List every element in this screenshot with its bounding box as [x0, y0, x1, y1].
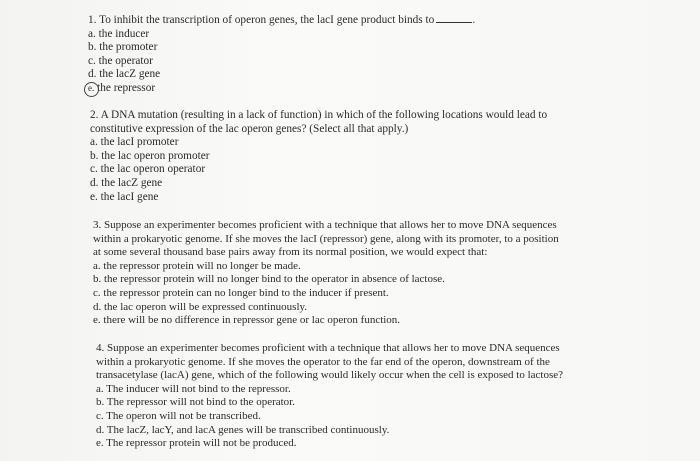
question-3-option-b: b. the repressor protein will no longer bind to the operator in absence of lactose. — [93, 273, 445, 286]
question-4-stem-line-2: within a prokaryotic genome. If she moves the operator to the far end of the operon, downstream of the — [96, 355, 550, 368]
question-4-option-e: e. The repressor protein will not be produced. — [96, 437, 297, 450]
question-4-option-b: b. The repressor will not bind to the operator. — [96, 396, 295, 409]
question-3-stem-line-1: 3. Suppose an experimenter becomes proficient with a technique that allows her to move DNA sequences — [93, 219, 557, 231]
question-2 — [90, 109, 547, 204]
answer-blank — [436, 13, 472, 23]
question-3-option-d: d. the lac operon will be expressed continuously. — [93, 300, 308, 313]
question-4-stem-line-1: 4. Suppose an experimenter becomes proficient with a technique that allows her to move DNA sequences — [96, 342, 560, 354]
question-1-option-b: b. the promoter — [88, 41, 158, 54]
question-3 — [93, 219, 559, 328]
question-1: 1. To inhibit the transcription of operon genes, the lacI gene product binds to . a. the inducer b. the promoter c. the operator d. the lacZ gene e. the repressor — [88, 14, 476, 94]
question-1-option-d: d. the lacZ gene — [88, 68, 161, 81]
question-4-option-d: d. The lacZ, lacY, and lacA genes will be transcribed continuously. — [96, 423, 390, 436]
question-2-option-a: a. the lacI promoter — [90, 136, 179, 149]
question-1-option-e-text: the repressor — [97, 81, 156, 94]
question-3-stem-line-2: within a prokaryotic genome. If she moves the lacI (repressor) gene, along with its promoter, to a position — [93, 232, 559, 245]
question-2-stem-line-2: constitutive expression of the lac operon genes? (Select all that apply.) — [90, 122, 409, 135]
question-2-option-d: d. the lacZ gene — [90, 176, 163, 189]
question-4-option-c: c. The operon will not be transcribed. — [96, 409, 261, 422]
question-2-option-b: b. the lac operon promoter — [90, 149, 210, 162]
question-1-stem: 1. To inhibit the transcription of operon genes, the lacI gene product binds to — [88, 14, 435, 26]
question-1-option-a: a. the inducer — [88, 27, 150, 40]
question-3-option-e: e. there will be no difference in repressor gene or lac operon function. — [93, 314, 401, 327]
question-1-option-c: c. the operator — [88, 54, 153, 67]
question-3-option-c: c. the repressor protein can no longer bind to the inducer if present. — [93, 286, 389, 299]
question-3-option-a: a. the repressor protein will no longer be made. — [93, 259, 301, 272]
question-3-stem-line-3: at some several thousand base pairs away from its normal position, we would expect that: — [93, 246, 488, 259]
question-4 — [96, 342, 563, 451]
question-2-stem-line-1: 2. A DNA mutation (resulting in a lack of function) in which of the following locations would lead to — [90, 109, 548, 121]
question-1-option-e — [88, 82, 475, 96]
question-4-stem-line-3: transacetylase (lacA) gene, which of the following would likely occur when the cell is exposed to lactose? — [96, 369, 564, 382]
handwritten-circle-mark: e. — [88, 82, 95, 93]
question-2-option-e: e. the lacI gene — [90, 190, 159, 203]
question-4-option-a: a. The inducer will not bind to the repressor. — [96, 382, 291, 395]
question-2-option-c: c. the lac operon operator — [90, 163, 206, 176]
